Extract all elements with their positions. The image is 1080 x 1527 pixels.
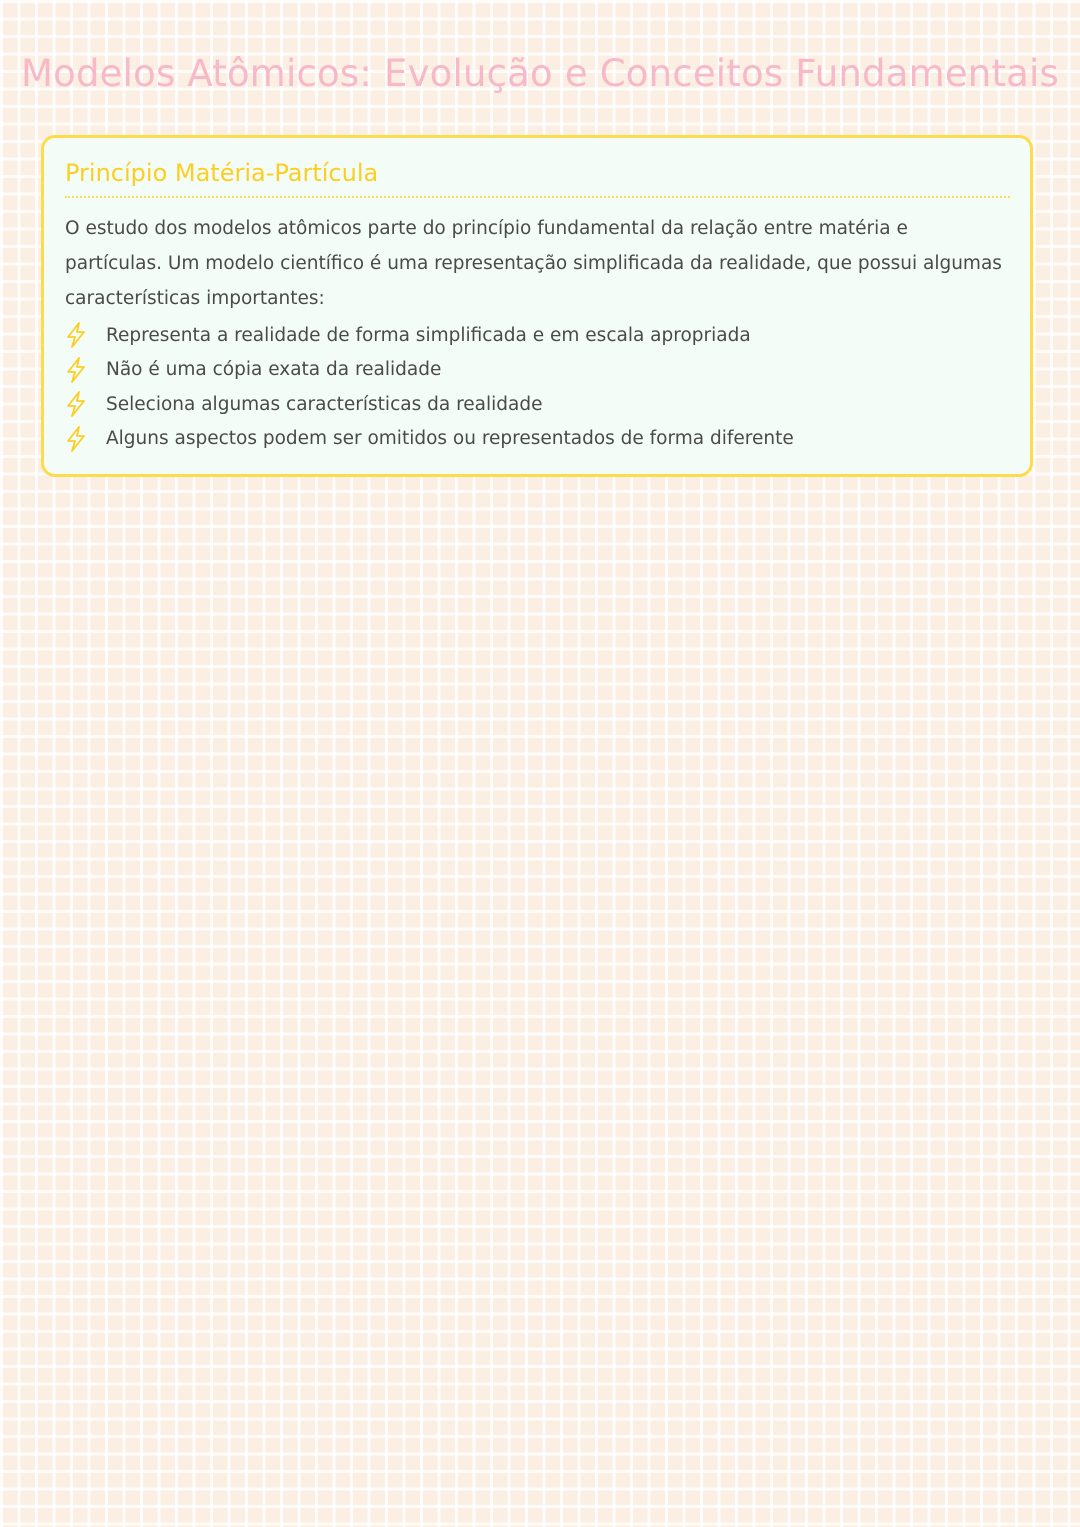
list-item-text: Seleciona algumas características da realidade <box>106 393 543 415</box>
list-item <box>65 318 1010 353</box>
lightning-bolt-icon <box>65 357 87 383</box>
list-item <box>65 387 1010 422</box>
card-paragraph: O estudo dos modelos atômicos parte do princípio fundamental da relação entre matéria e partículas. Um modelo científico é uma representação simplificada da realidade, que possui algumas características importantes: <box>65 218 1002 309</box>
list-item <box>65 353 1010 388</box>
lightning-bolt-icon <box>65 391 87 417</box>
list-item-text: Alguns aspectos podem ser omitidos ou representados de forma diferente <box>106 428 794 450</box>
feature-list <box>65 318 1010 456</box>
principle-card <box>41 135 1033 477</box>
list-item-text: Representa a realidade de forma simplificada e em escala apropriada <box>106 324 751 346</box>
card-heading: Princípio Matéria-Partícula <box>65 158 1010 198</box>
list-item <box>65 422 1010 457</box>
lightning-bolt-icon <box>65 426 87 452</box>
list-item-text: Não é uma cópia exata da realidade <box>106 359 442 381</box>
lightning-bolt-icon <box>65 322 87 348</box>
page-title: Modelos Atômicos: Evolução e Conceitos Fundamentais <box>21 52 1059 95</box>
